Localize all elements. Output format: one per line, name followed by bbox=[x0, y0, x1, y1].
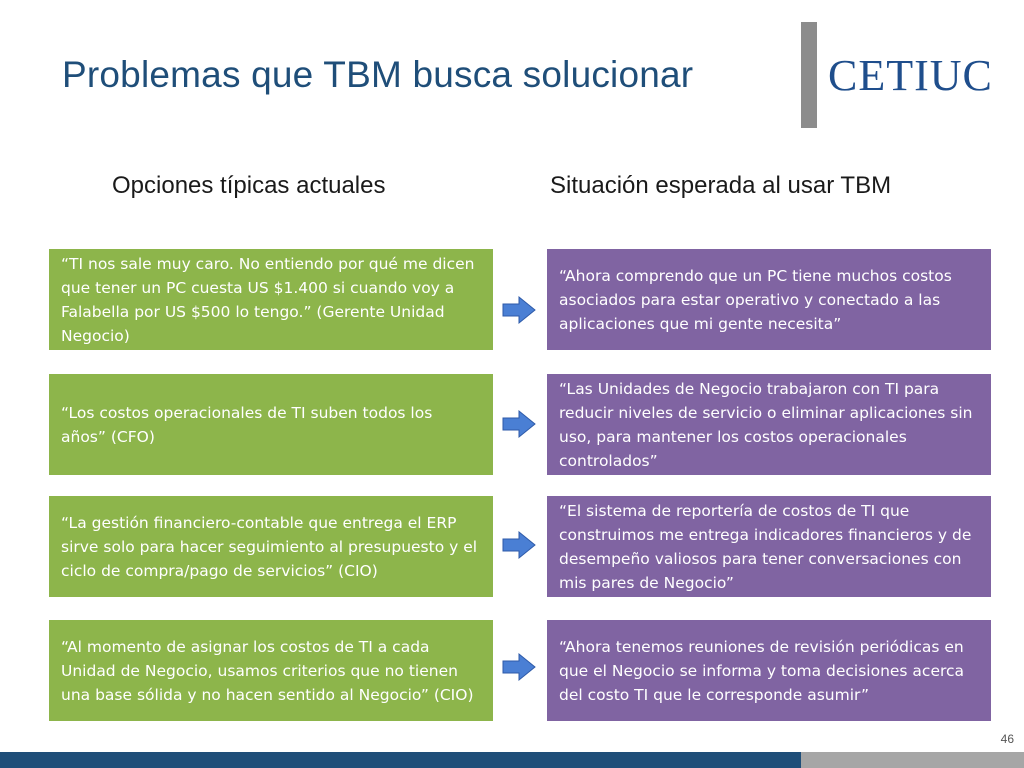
current-option-box bbox=[49, 249, 493, 350]
expected-situation-box bbox=[547, 249, 991, 350]
right-arrow-icon bbox=[501, 530, 537, 560]
footer-bar-blue bbox=[0, 752, 801, 768]
expected-situation-text: “Ahora tenemos reuniones de revisión periódicas en que el Negocio se informa y toma decisiones acerca del costo TI que le corresponde asumir” bbox=[559, 637, 965, 704]
expected-situation-box bbox=[547, 374, 991, 475]
right-arrow-icon bbox=[501, 409, 537, 439]
logo-bar bbox=[801, 22, 817, 128]
current-option-box bbox=[49, 374, 493, 475]
right-column-heading: Situación esperada al usar TBM bbox=[550, 172, 892, 199]
expected-situation-text: “Ahora comprendo que un PC tiene muchos costos asociados para estar operativo y conectado a las aplicaciones que mi gente necesita” bbox=[559, 266, 952, 333]
current-option-text: “Los costos operacionales de TI suben todos los años” (CFO) bbox=[61, 403, 433, 446]
cetiuc-logo: CETIUC bbox=[828, 51, 993, 100]
right-arrow-icon bbox=[501, 295, 537, 325]
expected-situation-text: “El sistema de reportería de costos de TI que construimos me entrega indicadores financieros y de desempeño valiosos para tener conversaciones con mis pares de Negocio” bbox=[559, 501, 972, 592]
expected-situation-text: “Las Unidades de Negocio trabajaron con TI para reducir niveles de servicio o eliminar aplicaciones sin uso, para mantener los costos operacionales controlados” bbox=[559, 379, 973, 470]
slide-title: Problemas que TBM busca solucionar bbox=[62, 54, 694, 95]
left-column-heading: Opciones típicas actuales bbox=[112, 172, 386, 199]
right-arrow-icon bbox=[501, 652, 537, 682]
expected-situation-box bbox=[547, 496, 991, 597]
current-option-box bbox=[49, 620, 493, 721]
footer-bar-gray bbox=[801, 752, 1024, 768]
current-option-box bbox=[49, 496, 493, 597]
current-option-text: “La gestión financiero-contable que entrega el ERP sirve solo para hacer seguimiento al presupuesto y el ciclo de compra/pago de servicios” (CIO) bbox=[61, 513, 478, 580]
current-option-text: “TI nos sale muy caro. No entiendo por qué me dicen que tener un PC cuesta US $1.400 si cuando voy a Falabella por US $500 lo tengo.” (Gerente Unidad Negocio) bbox=[61, 254, 475, 345]
expected-situation-box bbox=[547, 620, 991, 721]
current-option-text: “Al momento de asignar los costos de TI a cada Unidad de Negocio, usamos criterios que no tienen una base sólida y no hacen sentido al Negocio” (CIO) bbox=[61, 637, 474, 704]
page-number: 46 bbox=[1000, 732, 1014, 746]
